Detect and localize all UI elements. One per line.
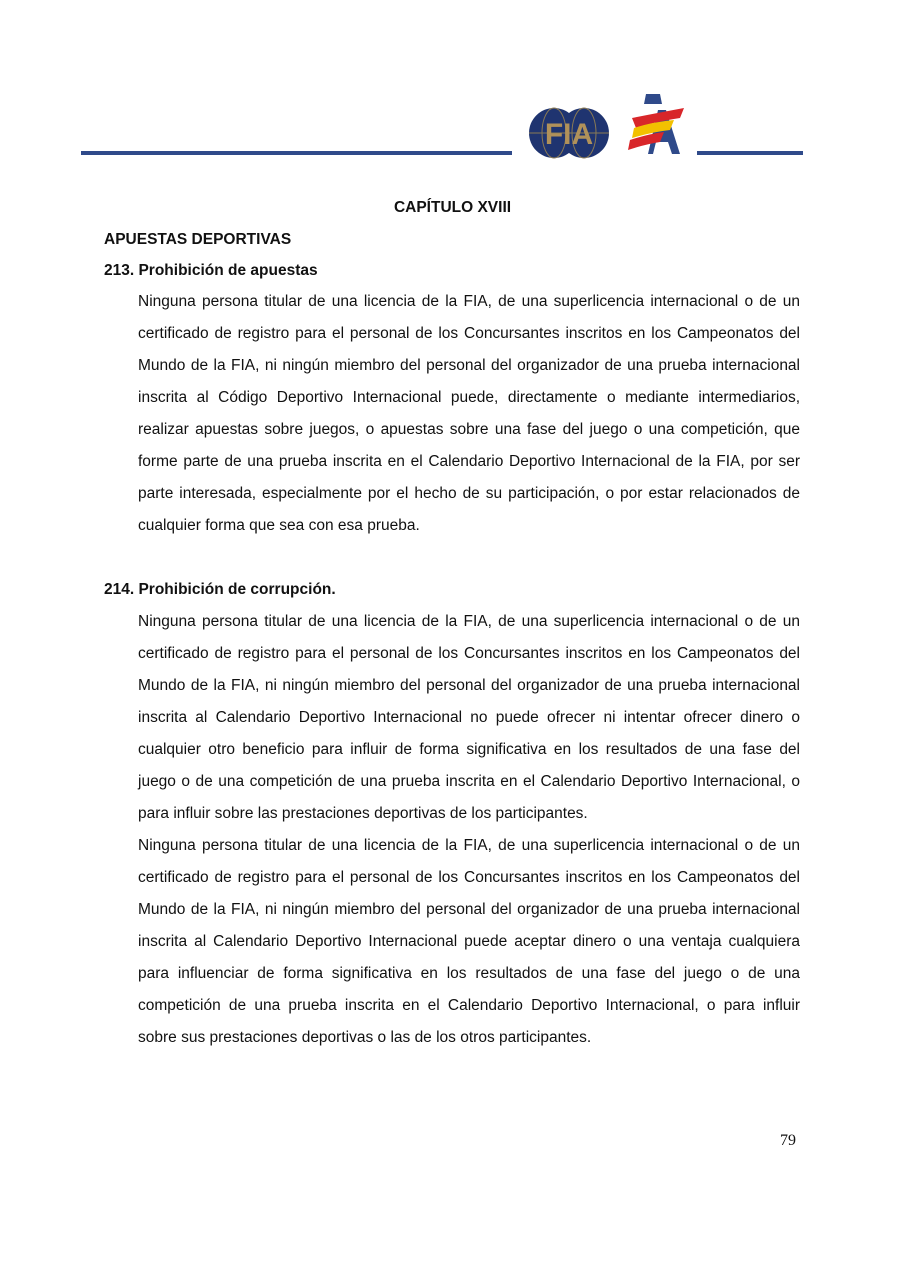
article-heading: 214. Prohibición de corrupción. <box>104 581 336 598</box>
rfeda-logo <box>626 90 688 158</box>
paragraph-line: juego o de una competición de una prueba inscrita en el Calendario Deportivo Internacional, o <box>138 773 800 790</box>
paragraph-line: cualquier forma que sea con esa prueba. <box>138 517 420 534</box>
paragraph-line: Ninguna persona titular de una licencia de la FIA, de una superlicencia internacional o de un <box>138 293 800 310</box>
header-rule-right <box>697 151 803 155</box>
paragraph-line: forme parte de una prueba inscrita en el Calendario Deportivo Internacional de la FIA, por ser <box>138 453 800 470</box>
article-heading: 213. Prohibición de apuestas <box>104 262 318 279</box>
paragraph-line: certificado de registro para el personal de los Concursantes inscritos en los Campeonatos del <box>138 645 800 662</box>
paragraph-line: para influir sobre las prestaciones deportivas de los participantes. <box>138 805 588 822</box>
paragraph-line: inscrita al Calendario Deportivo Internacional puede aceptar dinero o una ventaja cualquiera <box>138 933 800 950</box>
paragraph-line: cualquier otro beneficio para influir de forma significativa en los resultados de una fase del <box>138 741 800 758</box>
paragraph-line: certificado de registro para el personal de los Concursantes inscritos en los Campeonatos del <box>138 869 800 886</box>
chapter-title: CAPÍTULO XVIII <box>393 199 512 216</box>
paragraph-line: Ninguna persona titular de una licencia de la FIA, de una superlicencia internacional o de un <box>138 837 800 854</box>
paragraph-line: Mundo de la FIA, ni ningún miembro del personal del organizador de una prueba internacional <box>138 677 800 694</box>
svg-text:FIA: FIA <box>544 118 594 151</box>
paragraph-line: competición de una prueba inscrita en el Calendario Deportivo Internacional, o para influir <box>138 997 800 1014</box>
paragraph-line: inscrita al Código Deportivo Internacional puede, directamente o mediante intermediarios, <box>138 389 800 406</box>
section-title: APUESTAS DEPORTIVAS <box>104 231 292 248</box>
paragraph-line: inscrita al Calendario Deportivo Internacional no puede ofrecer ni intentar ofrecer dinero o <box>138 709 800 726</box>
paragraph-line: Mundo de la FIA, ni ningún miembro del personal del organizador de una prueba internacional <box>138 901 800 918</box>
page-number: 79 <box>780 1132 796 1149</box>
paragraph-line: realizar apuestas sobre juegos, o apuestas sobre una fase del juego o una competición, que <box>138 421 800 438</box>
paragraph-line: Ninguna persona titular de una licencia de la FIA, de una superlicencia internacional o de un <box>138 613 800 630</box>
paragraph-line: parte interesada, especialmente por el hecho de su participación, o por estar relacionados de <box>138 485 800 502</box>
paragraph-line: Mundo de la FIA, ni ningún miembro del personal del organizador de una prueba internacional <box>138 357 800 374</box>
paragraph-line: sobre sus prestaciones deportivas o las de los otros participantes. <box>138 1029 592 1046</box>
paragraph-line: certificado de registro para el personal de los Concursantes inscritos en los Campeonatos del <box>138 325 800 342</box>
header-rule-left <box>81 151 512 155</box>
paragraph-line: para influenciar de forma significativa en los resultados de una fase del juego o de una <box>138 965 800 982</box>
fia-logo <box>528 104 610 162</box>
